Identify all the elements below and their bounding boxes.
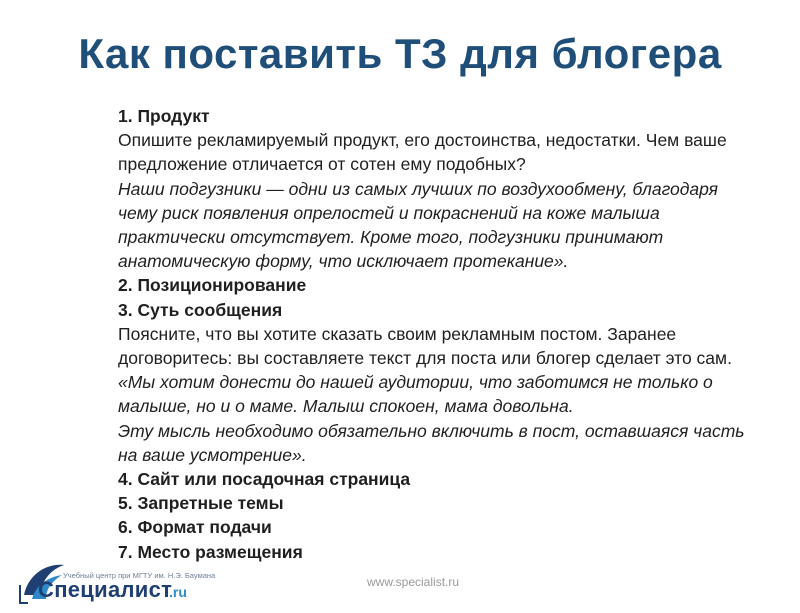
body-line: 7. Место размещения [118,541,303,562]
body-line: анатомическую форму, что исключает протекание». [118,251,569,272]
body-line: Опишите рекламируемый продукт, его достоинства, недостатки. Чем ваше [118,130,727,151]
slide-title: Как поставить ТЗ для блогера [78,30,722,77]
body-line: 6. Формат подачи [118,517,272,538]
body-line: Поясните, что вы хотите сказать своим рекламным постом. Заранее [118,323,677,344]
body-line: «Мы хотим донести до нашей аудитории, что заботимся не только о [118,372,713,393]
body-line: 1. Продукт [118,106,210,126]
body-line: 2. Позиционирование [118,275,307,296]
body-line: Наши подгузники — одни из самых лучших по воздухообмену, благодаря [118,178,719,199]
body-line: 3. Суть сообщения [118,299,283,320]
logo-caption: Учебный центр при МГТУ им. Н.Э. Баумана [63,571,216,580]
logo-brand: Специалист [38,577,173,602]
specialist-logo [18,555,218,605]
footer-url: www.specialist.ru [367,575,460,589]
slide-body [118,104,758,564]
body-line: 4. Сайт или посадочная страница [118,469,411,490]
logo-brand-tld: .ru [169,584,187,600]
body-line: практически отсутствует. Кроме того, подгузники принимают [118,227,664,248]
body-line: на ваше усмотрение». [118,444,307,465]
body-line: договоритесь: вы составляете текст для поста или блогер сделает это сам. [118,348,732,369]
body-line: Эту мысль необходимо обязательно включить в пост, оставшаяся часть [118,420,745,441]
body-line: малыше, но и о маме. Малыш спокоен, мама довольна. [118,396,574,417]
body-line: 5. Запретные темы [118,493,284,514]
body-line: чему риск появления опрелостей и покраснений на коже малыша [118,202,660,223]
body-line: предложение отличается от сотен ему подобных? [118,154,526,175]
